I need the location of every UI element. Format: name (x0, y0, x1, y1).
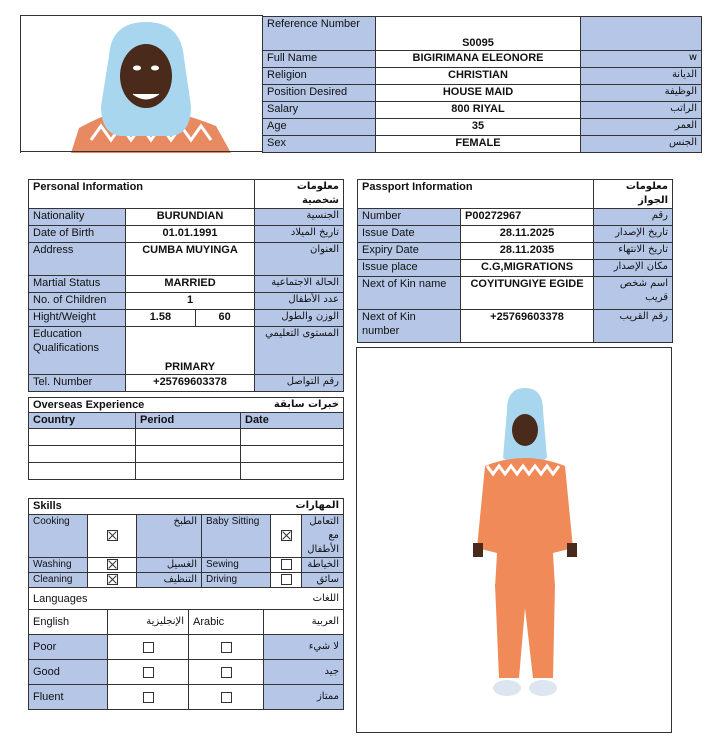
field-ar-label: مكان الإصدار (594, 260, 673, 277)
header-ar-label: العمر (581, 119, 702, 136)
personal-info-table (28, 179, 344, 392)
passport-title-ar: معلومات الجواز (594, 180, 673, 209)
field-ar-label: رقم (594, 209, 673, 226)
issue-date-row (358, 226, 673, 243)
field-ar-label: تاريخ الإصدار (594, 226, 673, 243)
header-label: Sex (263, 136, 376, 153)
header-ar-label: الديانة (581, 68, 702, 85)
position-value: HOUSE MAID (376, 85, 581, 102)
field-label: Martial Status (29, 276, 126, 293)
table-row (29, 446, 344, 463)
tel-value: +25769603378 (126, 375, 254, 392)
level-ar-label: لا شيء (264, 635, 344, 660)
skills-title-row (29, 499, 344, 515)
header-row-religion (263, 68, 702, 85)
languages-title-row (29, 588, 344, 610)
baby-sitting-checkbox[interactable] (281, 530, 292, 541)
header-row-salary (263, 102, 702, 119)
passport-number-row (358, 209, 673, 226)
english-fluent-checkbox[interactable] (143, 692, 154, 703)
header-label: Position Desired (263, 85, 376, 102)
address-row (29, 243, 344, 276)
field-ar-label: عدد الأطفال (254, 293, 343, 310)
full-body-photo (357, 348, 671, 732)
skill-ar-label: الطبخ (137, 515, 202, 558)
reference-number-value: S0095 (376, 17, 581, 51)
field-label: Nationality (29, 209, 126, 226)
kin-name-row (358, 277, 673, 310)
header-ar-label: الوظيفة (581, 85, 702, 102)
level-ar-label: جيد (264, 660, 344, 685)
skill-ar-label: الخياطة (302, 558, 344, 573)
expiry-date-row (358, 243, 673, 260)
level-label: Fluent (29, 685, 108, 710)
header-row-fullname (263, 51, 702, 68)
level-ar-label: ممتاز (264, 685, 344, 710)
skill-label: Sewing (202, 558, 271, 573)
overseas-header-row (29, 413, 344, 429)
table-row (29, 463, 344, 480)
header-ar-label (581, 17, 702, 51)
header-ar-label: الجنس (581, 136, 702, 153)
skill-ar-label: التعامل مع الأطفال (302, 515, 344, 558)
education-value: PRIMARY (126, 327, 254, 375)
age-value: 35 (376, 119, 581, 136)
passport-title: Passport Information (358, 180, 594, 209)
field-label: Date of Birth (29, 226, 126, 243)
skill-ar-label: سائق (302, 573, 344, 588)
arabic-poor-checkbox[interactable] (221, 642, 232, 653)
field-ar-label: الجنسية (254, 209, 343, 226)
skill-ar-label: الغسيل (137, 558, 202, 573)
field-ar-label: تاريخ الانتهاء (594, 243, 673, 260)
header-row-position (263, 85, 702, 102)
header-label: Full Name (263, 51, 376, 68)
header-row-sex (263, 136, 702, 153)
arabic-good-checkbox[interactable] (221, 667, 232, 678)
expiry-date-value: 28.11.2035 (461, 243, 594, 260)
cooking-checkbox[interactable] (107, 530, 118, 541)
skills-table (28, 498, 344, 588)
field-label: Next of Kin number (358, 310, 461, 343)
language-level-row (29, 685, 344, 710)
field-label: Hight/Weight (29, 310, 126, 327)
profile-photo (21, 16, 263, 153)
skill-ar-label: التنظيف (137, 573, 202, 588)
english-poor-checkbox[interactable] (143, 642, 154, 653)
skill-label: Driving (202, 573, 271, 588)
nationality-value: BURUNDIAN (126, 209, 254, 226)
overseas-col-country: Country (29, 413, 136, 429)
language-english-ar: الإنجليزية (108, 610, 189, 635)
field-ar-label: تاريخ الميلاد (254, 226, 343, 243)
header-table (262, 16, 702, 153)
field-ar-label: رقم التواصل (254, 375, 343, 392)
field-ar-label: الحالة الاجتماعية (254, 276, 343, 293)
profile-photo-frame (20, 15, 263, 153)
children-row (29, 293, 344, 310)
salary-value: 800 RIYAL (376, 102, 581, 119)
education-row (29, 327, 344, 375)
header-ar-label: الراتب (581, 102, 702, 119)
skills-title: Skills (29, 499, 202, 515)
marital-row (29, 276, 344, 293)
weight-value: 60 (195, 310, 254, 327)
overseas-col-period: Period (136, 413, 241, 429)
passport-info-table (357, 179, 673, 343)
field-label: Education Qualifications (29, 327, 126, 375)
height-weight-row (29, 310, 344, 327)
overseas-table (28, 397, 344, 480)
skill-label: Cleaning (29, 573, 88, 588)
language-arabic-ar: العربية (264, 610, 344, 635)
header-row-reference (263, 17, 702, 51)
personal-info-title-ar: معلومات شخصية (254, 180, 343, 209)
arabic-fluent-checkbox[interactable] (221, 692, 232, 703)
religion-value: CHRISTIAN (376, 68, 581, 85)
overseas-title-row (29, 398, 344, 413)
dob-row (29, 226, 344, 243)
driving-checkbox[interactable] (281, 574, 292, 585)
cleaning-checkbox[interactable] (107, 574, 118, 585)
personal-info-title-row (29, 180, 344, 209)
skills-title-ar: المهارات (202, 499, 344, 515)
skills-row (29, 515, 344, 558)
language-level-row (29, 660, 344, 685)
passport-number-value: P00272967 (461, 209, 594, 226)
languages-title-ar: اللغات (189, 588, 344, 610)
height-value: 1.58 (126, 310, 195, 327)
language-english-label: English (29, 610, 108, 635)
issue-date-value: 28.11.2025 (461, 226, 594, 243)
personal-info-title: Personal Information (29, 180, 255, 209)
kin-name-value: COYITUNGIYE EGIDE (461, 277, 594, 310)
language-arabic-label: Arabic (189, 610, 264, 635)
full-name-value: BIGIRIMANA ELEONORE (376, 51, 581, 68)
passport-title-row (358, 180, 673, 209)
skill-label: Baby Sitting (202, 515, 271, 558)
field-ar-label: رقم القريب (594, 310, 673, 343)
tel-row (29, 375, 344, 392)
issue-place-value: C.G,MIGRATIONS (461, 260, 594, 277)
header-label: Age (263, 119, 376, 136)
languages-header-row (29, 610, 344, 635)
issue-place-row (358, 260, 673, 277)
sex-value: FEMALE (376, 136, 581, 153)
field-label: Tel. Number (29, 375, 126, 392)
nationality-row (29, 209, 344, 226)
languages-title: Languages (29, 588, 189, 610)
skill-label: Washing (29, 558, 88, 573)
header-ar-label: w (581, 51, 702, 68)
field-label: Expiry Date (358, 243, 461, 260)
level-label: Poor (29, 635, 108, 660)
skill-label: Cooking (29, 515, 88, 558)
field-ar-label: اسم شخص قريب (594, 277, 673, 310)
field-ar-label: الوزن والطول (254, 310, 343, 327)
overseas-col-date: Date (241, 413, 344, 429)
field-label: Issue Date (358, 226, 461, 243)
sewing-checkbox[interactable] (281, 559, 292, 570)
header-label: Salary (263, 102, 376, 119)
skills-row (29, 558, 344, 573)
marital-value: MARRIED (126, 276, 254, 293)
kin-number-row (358, 310, 673, 343)
table-row (29, 429, 344, 446)
photo-frame-bottom-line (20, 151, 262, 152)
header-row-age (263, 119, 702, 136)
field-label: Issue place (358, 260, 461, 277)
skills-row (29, 573, 344, 588)
language-level-row (29, 635, 344, 660)
field-ar-label: المستوى التعليمي (254, 327, 343, 375)
level-label: Good (29, 660, 108, 685)
overseas-title: Overseas Experience (29, 398, 241, 413)
field-label: No. of Children (29, 293, 126, 310)
field-label: Number (358, 209, 461, 226)
children-value: 1 (126, 293, 254, 310)
header-label: Reference Number (263, 17, 376, 51)
overseas-title-ar: خبرات سابقة (241, 398, 344, 413)
english-good-checkbox[interactable] (143, 667, 154, 678)
field-ar-label: العنوان (254, 243, 343, 276)
field-label: Next of Kin name (358, 277, 461, 310)
dob-value: 01.01.1991 (126, 226, 254, 243)
languages-table (28, 587, 344, 710)
washing-checkbox[interactable] (107, 559, 118, 570)
address-value: CUMBA MUYINGA (126, 243, 254, 276)
full-body-photo-frame (356, 347, 672, 733)
field-label: Address (29, 243, 126, 276)
header-label: Religion (263, 68, 376, 85)
kin-number-value: +25769603378 (461, 310, 594, 343)
